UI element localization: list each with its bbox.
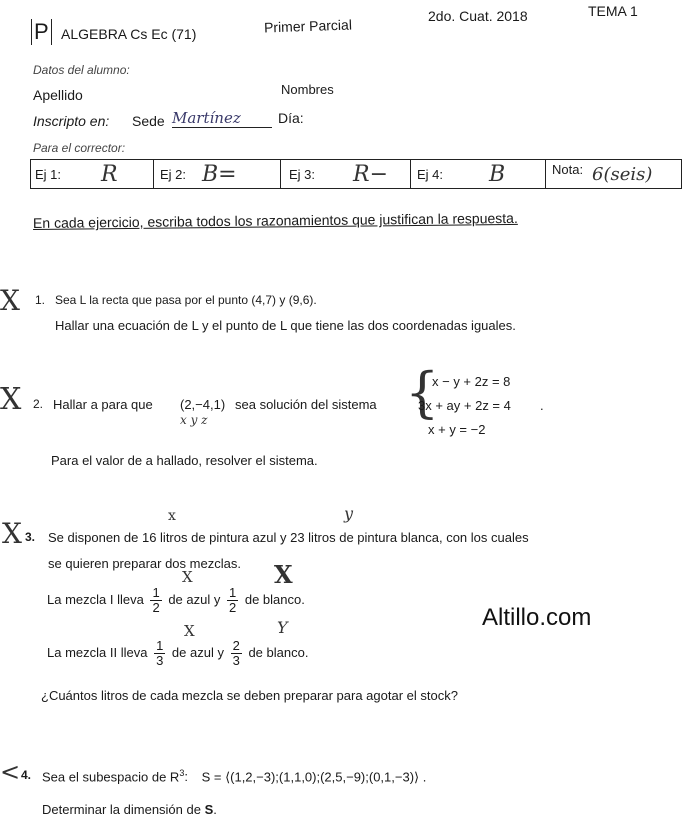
grade-cell-ej2 [154,160,281,188]
e3-m2-c: de blanco. [248,644,309,660]
e4-line2 [42,802,217,817]
e4-text-a: Sea el subespacio de R [42,769,180,785]
e4-line1 [42,768,426,785]
e4-number: 4. [21,768,32,782]
e2-eq3: x + y = −2 [428,422,486,437]
e3-m1-frac1 [150,586,161,615]
ej2-label: Ej 2: [160,167,187,182]
e2-annotation: x y z [180,413,208,427]
ej3-label: Ej 3: [289,167,316,182]
name-label: Nombres [281,82,334,97]
instruction: En cada ejercicio, escriba todos los razonamientos que justifican la respuesta. [32,209,518,231]
ej4-label: Ej 4: [417,167,444,182]
e4-line2-b: S [204,802,214,817]
e4-set: S = ⟨(1,2,−3);(1,1,0);(2,5,−9);(0,1,−3)⟩ . [201,769,427,785]
e3-m1-f2-den: 2 [228,600,237,615]
e3-m1-f1-den: 2 [152,600,160,615]
nota-label: Nota: [552,162,584,177]
e3-number: 3. [25,530,36,544]
grade-cell-ej1 [31,160,154,188]
e3-m1-a: La mezcla I lleva [47,591,144,607]
e3-m2-b: de azul y [171,644,224,660]
day-label: Día: [278,110,304,126]
e4-line2-a: Determinar la dimensión de [42,802,205,817]
e3-hand-x1: x [168,508,176,524]
e3-hand-y1: y [344,504,354,523]
ej1-label: Ej 1: [35,167,62,182]
e3-m1-b: de azul y [168,591,221,607]
ej1-mark: R [101,162,118,187]
e3-m1-f2-num: 1 [228,585,237,600]
e2-eq1: x − y + 2z = 8 [432,374,511,389]
e3-m1-f1-num: 1 [152,585,160,600]
e3-mix2 [47,639,308,668]
e2-eq2: 3x + ay + 2z = 4 [418,398,511,413]
e3-line1: Se disponen de 16 litros de pintura azul y 23 litros de pintura blanca, con los cuales [48,530,529,545]
e3-hand-y2: Y [277,618,288,637]
tema-label: TEMA 1 [588,3,638,19]
e3-hand-x3: X [274,560,293,589]
nota-mark: 6(seis) [592,164,653,185]
e2-number: 2. [33,397,44,411]
e3-hand-x4: X [184,622,195,640]
e3-m2-frac2 [231,639,242,668]
course-title: ALGEBRA Cs Ec (71) [61,26,197,42]
grade-cell-ej4 [411,160,546,188]
e1-line1: Sea L la recta que pasa por el punto (4,7) y (9,6). [55,293,317,307]
e1-margin-mark: X [0,284,20,317]
e3-m2-frac1 [154,639,165,668]
sede-label: Sede [132,113,165,129]
e2-text-a: Hallar a para que [53,397,153,412]
e2-trailing: . [540,398,544,413]
sede-value: Martínez [172,109,272,128]
e2-text-b: sea solución del sistema [235,397,377,412]
ej4-mark: B [489,162,506,187]
e3-mix1 [47,586,305,615]
e3-line2: se quieren preparar dos mezclas. [48,556,241,571]
corrector-section-label: Para el corrector: [33,141,126,155]
e4-text-b: : [184,769,188,785]
e1-number: 1. [35,293,46,307]
watermark: Altillo.com [482,604,592,631]
exam-term: 2do. Cuat. 2018 [428,8,528,24]
e4-line2-c: . [213,802,217,817]
enrolled-label: Inscripto en: [33,113,110,129]
e4-sup: 3 [179,768,185,778]
grade-cell-nota [546,160,681,188]
e2-point: (2,−4,1) [180,397,226,412]
e1-line2: Hallar una ecuación de L y el punto de L que tiene las dos coordenadas iguales. [55,318,516,333]
e3-m2-f1-num: 1 [156,638,164,653]
student-section-label: Datos del alumno: [33,63,130,77]
ej3-mark: R− [353,162,388,187]
e3-m2-f1-den: 3 [156,653,164,668]
ej2-mark: B= [202,162,237,187]
grade-cell-ej3 [281,160,411,188]
e3-margin-mark: X [2,517,22,550]
e3-m2-f2-den: 3 [232,653,240,668]
e3-m2-f2-num: 2 [232,638,240,653]
e2-line2: Para el valor de a hallado, resolver el sistema. [51,453,318,468]
e3-m1-frac2 [227,586,238,615]
e3-m1-c: de blanco. [244,591,305,607]
exam-title: Primer Parcial [263,16,353,36]
e2-system-brace: { [405,361,440,424]
e3-m2-a: La mezcla II lleva [47,644,148,660]
p-mark: P [31,19,52,45]
e2-margin-mark: X [0,382,22,417]
surname-label: Apellido [33,87,83,103]
grade-grid [30,159,682,189]
e3-hand-x2: X [182,568,193,586]
e3-question: ¿Cuántos litros de cada mezcla se deben preparar para agotar el stock? [41,688,458,703]
e4-margin-mark: < [0,758,21,786]
